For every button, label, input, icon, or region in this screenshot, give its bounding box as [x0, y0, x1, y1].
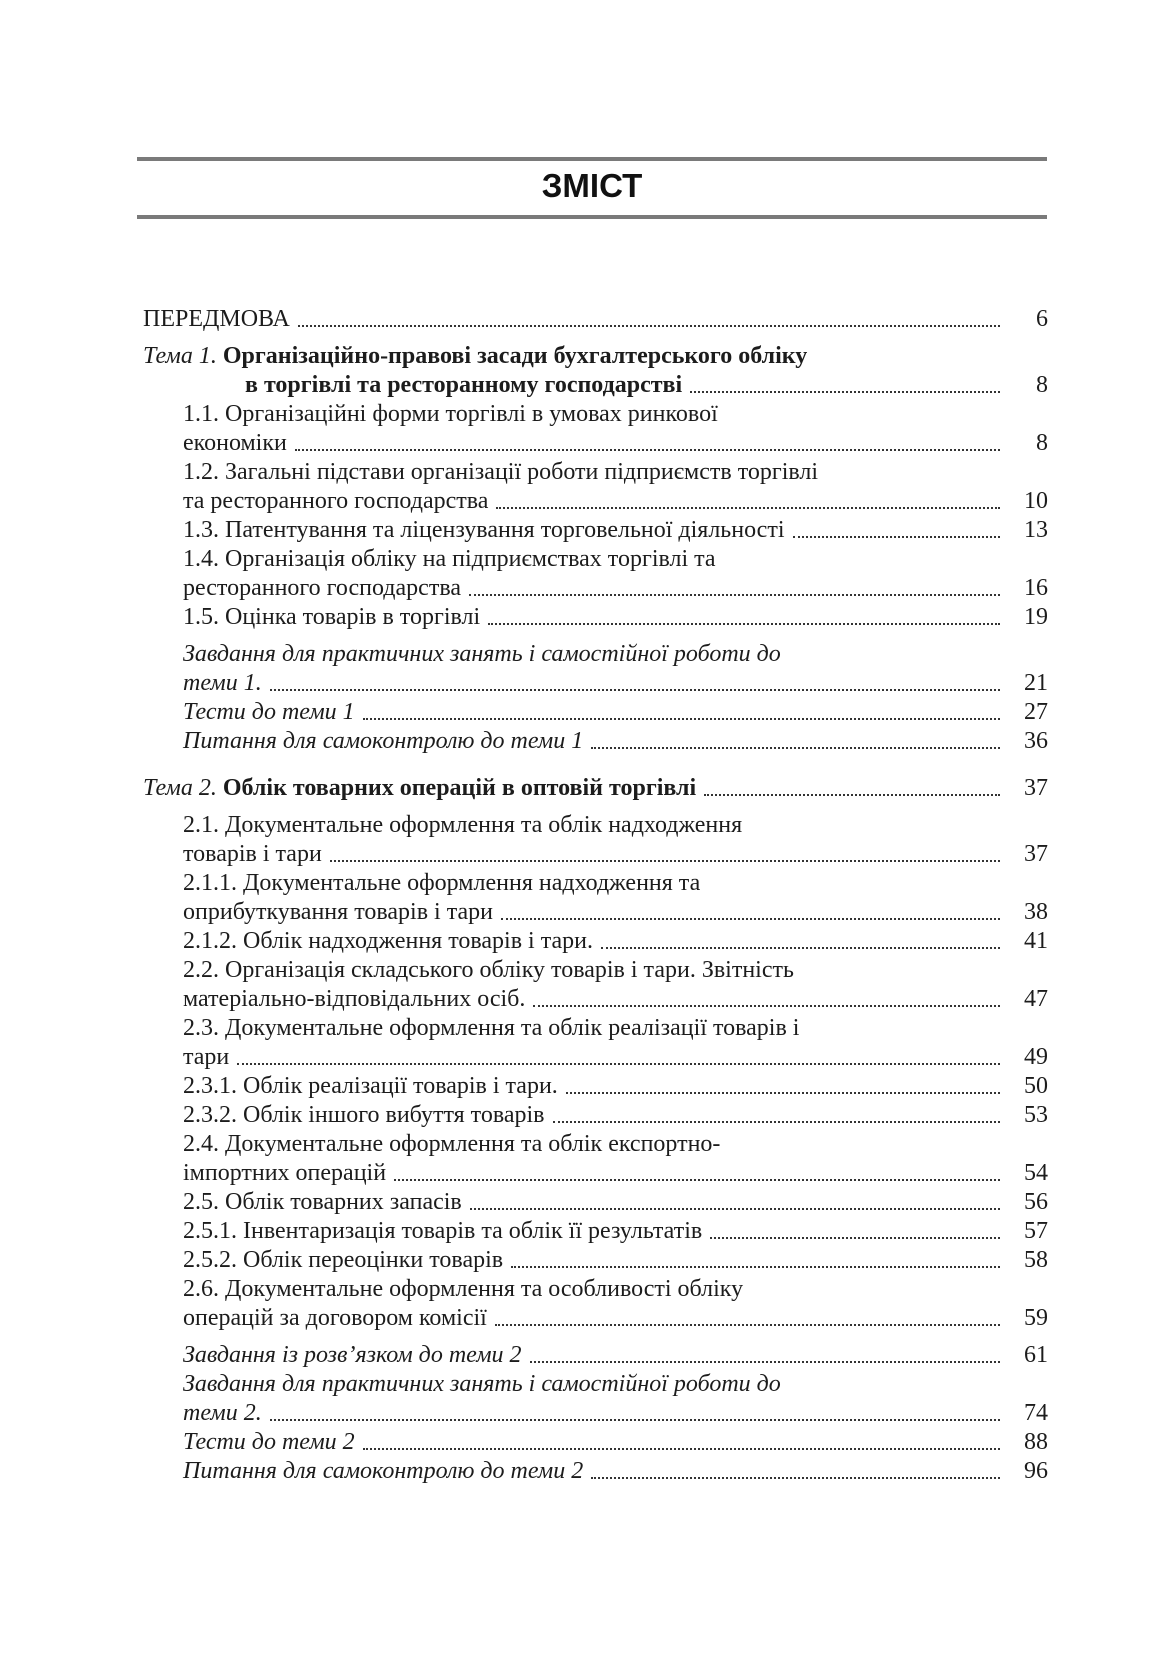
chapter-title: Облік товарних операцій в оптовій торгівлі: [222, 775, 697, 801]
section-title-cont: ресторанного господарства: [183, 575, 461, 601]
page-number: 53: [1024, 1102, 1048, 1128]
section-title: 2.4. Документальне оформлення та облік експортно-: [183, 1131, 721, 1157]
dot-leader: [488, 623, 1000, 625]
page-number: 16: [1024, 575, 1048, 601]
page-number: 56: [1024, 1189, 1048, 1215]
toc-exercises-1[interactable]: [183, 640, 1048, 698]
toc-section-1-2[interactable]: [183, 458, 1048, 516]
page-number: 57: [1024, 1218, 1048, 1244]
section-title: Тести до теми 2: [183, 1429, 355, 1455]
dot-leader: [295, 449, 1000, 451]
toc-exercises-2[interactable]: [183, 1370, 1048, 1428]
toc-section-2-5[interactable]: [183, 1188, 1048, 1217]
section-title: Завдання із розв’язком до теми 2: [183, 1342, 522, 1368]
section-title-cont: матеріально-відповідальних осіб.: [183, 986, 526, 1012]
dot-leader: [330, 860, 1000, 862]
toc-entry-title: ПЕРЕДМОВА: [143, 306, 290, 332]
section-title: 1.4. Організація обліку на підприємствах торгівлі та: [183, 546, 716, 572]
page-number: 8: [1036, 430, 1048, 456]
dot-leader: [496, 507, 1000, 509]
section-title: 2.5. Облік товарних запасів: [183, 1189, 462, 1215]
section-title-cont: теми 2.: [183, 1400, 262, 1426]
section-title-cont: економіки: [183, 430, 287, 456]
page-number: 96: [1024, 1458, 1048, 1484]
dot-leader: [533, 1005, 1000, 1007]
toc-section-2-4[interactable]: [183, 1130, 1048, 1188]
dot-leader: [270, 689, 1000, 691]
page-number: 19: [1024, 604, 1048, 630]
toc-chapter-1[interactable]: [143, 342, 1048, 400]
page-number: 13: [1024, 517, 1048, 543]
toc-section-2-2[interactable]: [183, 956, 1048, 1014]
page-number: 74: [1024, 1400, 1048, 1426]
section-title: 2.3.1. Облік реалізації товарів і тари.: [183, 1073, 558, 1099]
toc-section-1-5[interactable]: [183, 603, 1048, 632]
toc-section-2-5-2[interactable]: [183, 1246, 1048, 1275]
chapter-title-cont: в торгівлі та ресторанному господарстві: [245, 372, 683, 398]
section-title-cont: операцій за договором комісії: [183, 1305, 487, 1331]
page-number: 58: [1024, 1247, 1048, 1273]
page-number: 37: [1024, 775, 1048, 801]
section-title: Питання для самоконтролю до теми 2: [183, 1458, 584, 1484]
heading-rule-top: [137, 157, 1047, 161]
toc-section-2-3-1[interactable]: [183, 1072, 1048, 1101]
page-number: 38: [1024, 899, 1048, 925]
section-title: Питання для самоконтролю до теми 1: [183, 728, 584, 754]
dot-leader: [601, 947, 1000, 949]
section-title: 2.1.1. Документальне оформлення надходження та: [183, 870, 701, 896]
toc-solved-tasks-2[interactable]: [183, 1341, 1048, 1370]
toc-section-2-1[interactable]: [183, 811, 1048, 869]
section-title: 1.5. Оцінка товарів в торгівлі: [183, 604, 481, 630]
page-number: 6: [1036, 306, 1048, 332]
toc-section-2-3[interactable]: [183, 1014, 1048, 1072]
chapter-label: Тема 2.: [143, 775, 217, 801]
dot-leader: [501, 918, 1000, 920]
dot-leader: [298, 325, 1000, 327]
dot-leader: [394, 1179, 1000, 1181]
dot-leader: [704, 794, 1000, 796]
section-title: Тести до теми 1: [183, 699, 355, 725]
section-title: 2.5.1. Інвентаризація товарів та облік її результатів: [183, 1218, 703, 1244]
section-title: 1.3. Патентування та ліцензування торговельної діяльності: [183, 517, 785, 543]
toc-section-2-5-1[interactable]: [183, 1217, 1048, 1246]
section-title: 2.3. Документальне оформлення та облік реалізації товарів і: [183, 1015, 800, 1041]
section-title: 2.1. Документальне оформлення та облік надходження: [183, 812, 743, 838]
section-title: Завдання для практичних занять і самостійної роботи до: [183, 1371, 781, 1397]
page-title: ЗМІСТ: [541, 167, 643, 204]
dot-leader: [793, 536, 1001, 538]
page-number: 37: [1024, 841, 1048, 867]
page-number: 88: [1024, 1429, 1048, 1455]
dot-leader: [553, 1121, 1001, 1123]
dot-leader: [363, 1448, 1000, 1450]
section-title: 2.2. Організація складського обліку товарів і тари. Звітність: [183, 957, 794, 983]
section-title: Завдання для практичних занять і самостійної роботи до: [183, 641, 781, 667]
dot-leader: [237, 1063, 1000, 1065]
table-of-contents: [0, 305, 1166, 1486]
chapter-title: Організаційно-правові засади бухгалтерського обліку: [222, 343, 808, 369]
dot-leader: [495, 1324, 1000, 1326]
section-title-cont: імпортних операцій: [183, 1160, 387, 1186]
dot-leader: [511, 1266, 1000, 1268]
page-number: 61: [1024, 1342, 1048, 1368]
section-title-cont: товарів і тари: [183, 841, 322, 867]
dot-leader: [469, 594, 1000, 596]
toc-section-2-1-2[interactable]: [183, 927, 1048, 956]
toc-section-2-6[interactable]: [183, 1275, 1048, 1333]
section-title: 2.6. Документальне оформлення та особливості обліку: [183, 1276, 744, 1302]
toc-questions-1[interactable]: [183, 727, 1048, 756]
section-title: 1.2. Загальні підстави організації роботи підприємств торгівлі: [183, 459, 819, 485]
page-number: 50: [1024, 1073, 1048, 1099]
dot-leader: [710, 1237, 1000, 1239]
page-number: 59: [1024, 1305, 1048, 1331]
toc-section-1-4[interactable]: [183, 545, 1048, 603]
toc-section-1-1[interactable]: [183, 400, 1048, 458]
toc-chapter-2[interactable]: [143, 774, 1048, 803]
page-number: 10: [1024, 488, 1048, 514]
section-title-cont: теми 1.: [183, 670, 262, 696]
section-title: 2.3.2. Облік іншого вибуття товарів: [183, 1102, 545, 1128]
heading-rule-bottom: [137, 215, 1047, 219]
toc-tests-2[interactable]: [183, 1428, 1048, 1457]
dot-leader: [270, 1419, 1000, 1421]
toc-entry-preface[interactable]: [143, 305, 1048, 334]
dot-leader: [690, 391, 1000, 393]
chapter-label: Тема 1.: [143, 343, 217, 369]
section-title: 1.1. Організаційні форми торгівлі в умовах ринкової: [183, 401, 718, 427]
dot-leader: [470, 1208, 1000, 1210]
toc-section-1-3[interactable]: [183, 516, 1048, 545]
dot-leader: [591, 1477, 1000, 1479]
page-number: 21: [1024, 670, 1048, 696]
section-title: 2.5.2. Облік переоцінки товарів: [183, 1247, 504, 1273]
page-number: 54: [1024, 1160, 1048, 1186]
page-number: 49: [1024, 1044, 1048, 1070]
toc-section-2-3-2[interactable]: [183, 1101, 1048, 1130]
page-number: 27: [1024, 699, 1048, 725]
toc-section-2-1-1[interactable]: [183, 869, 1048, 927]
dot-leader: [363, 718, 1000, 720]
page-number: 36: [1024, 728, 1048, 754]
section-title-cont: тари: [183, 1044, 230, 1070]
dot-leader: [566, 1092, 1000, 1094]
section-title: 2.1.2. Облік надходження товарів і тари.: [183, 928, 593, 954]
toc-tests-1[interactable]: [183, 698, 1048, 727]
chapter-line-1: [143, 342, 1048, 371]
section-title-cont: оприбуткування товарів і тари: [183, 899, 493, 925]
page-number: 41: [1024, 928, 1048, 954]
section-title-cont: та ресторанного господарства: [183, 488, 489, 514]
dot-leader: [530, 1361, 1000, 1363]
toc-questions-2[interactable]: [183, 1457, 1048, 1486]
page-number: 47: [1024, 986, 1048, 1012]
dot-leader: [591, 747, 1000, 749]
page-number: 8: [1036, 372, 1048, 398]
